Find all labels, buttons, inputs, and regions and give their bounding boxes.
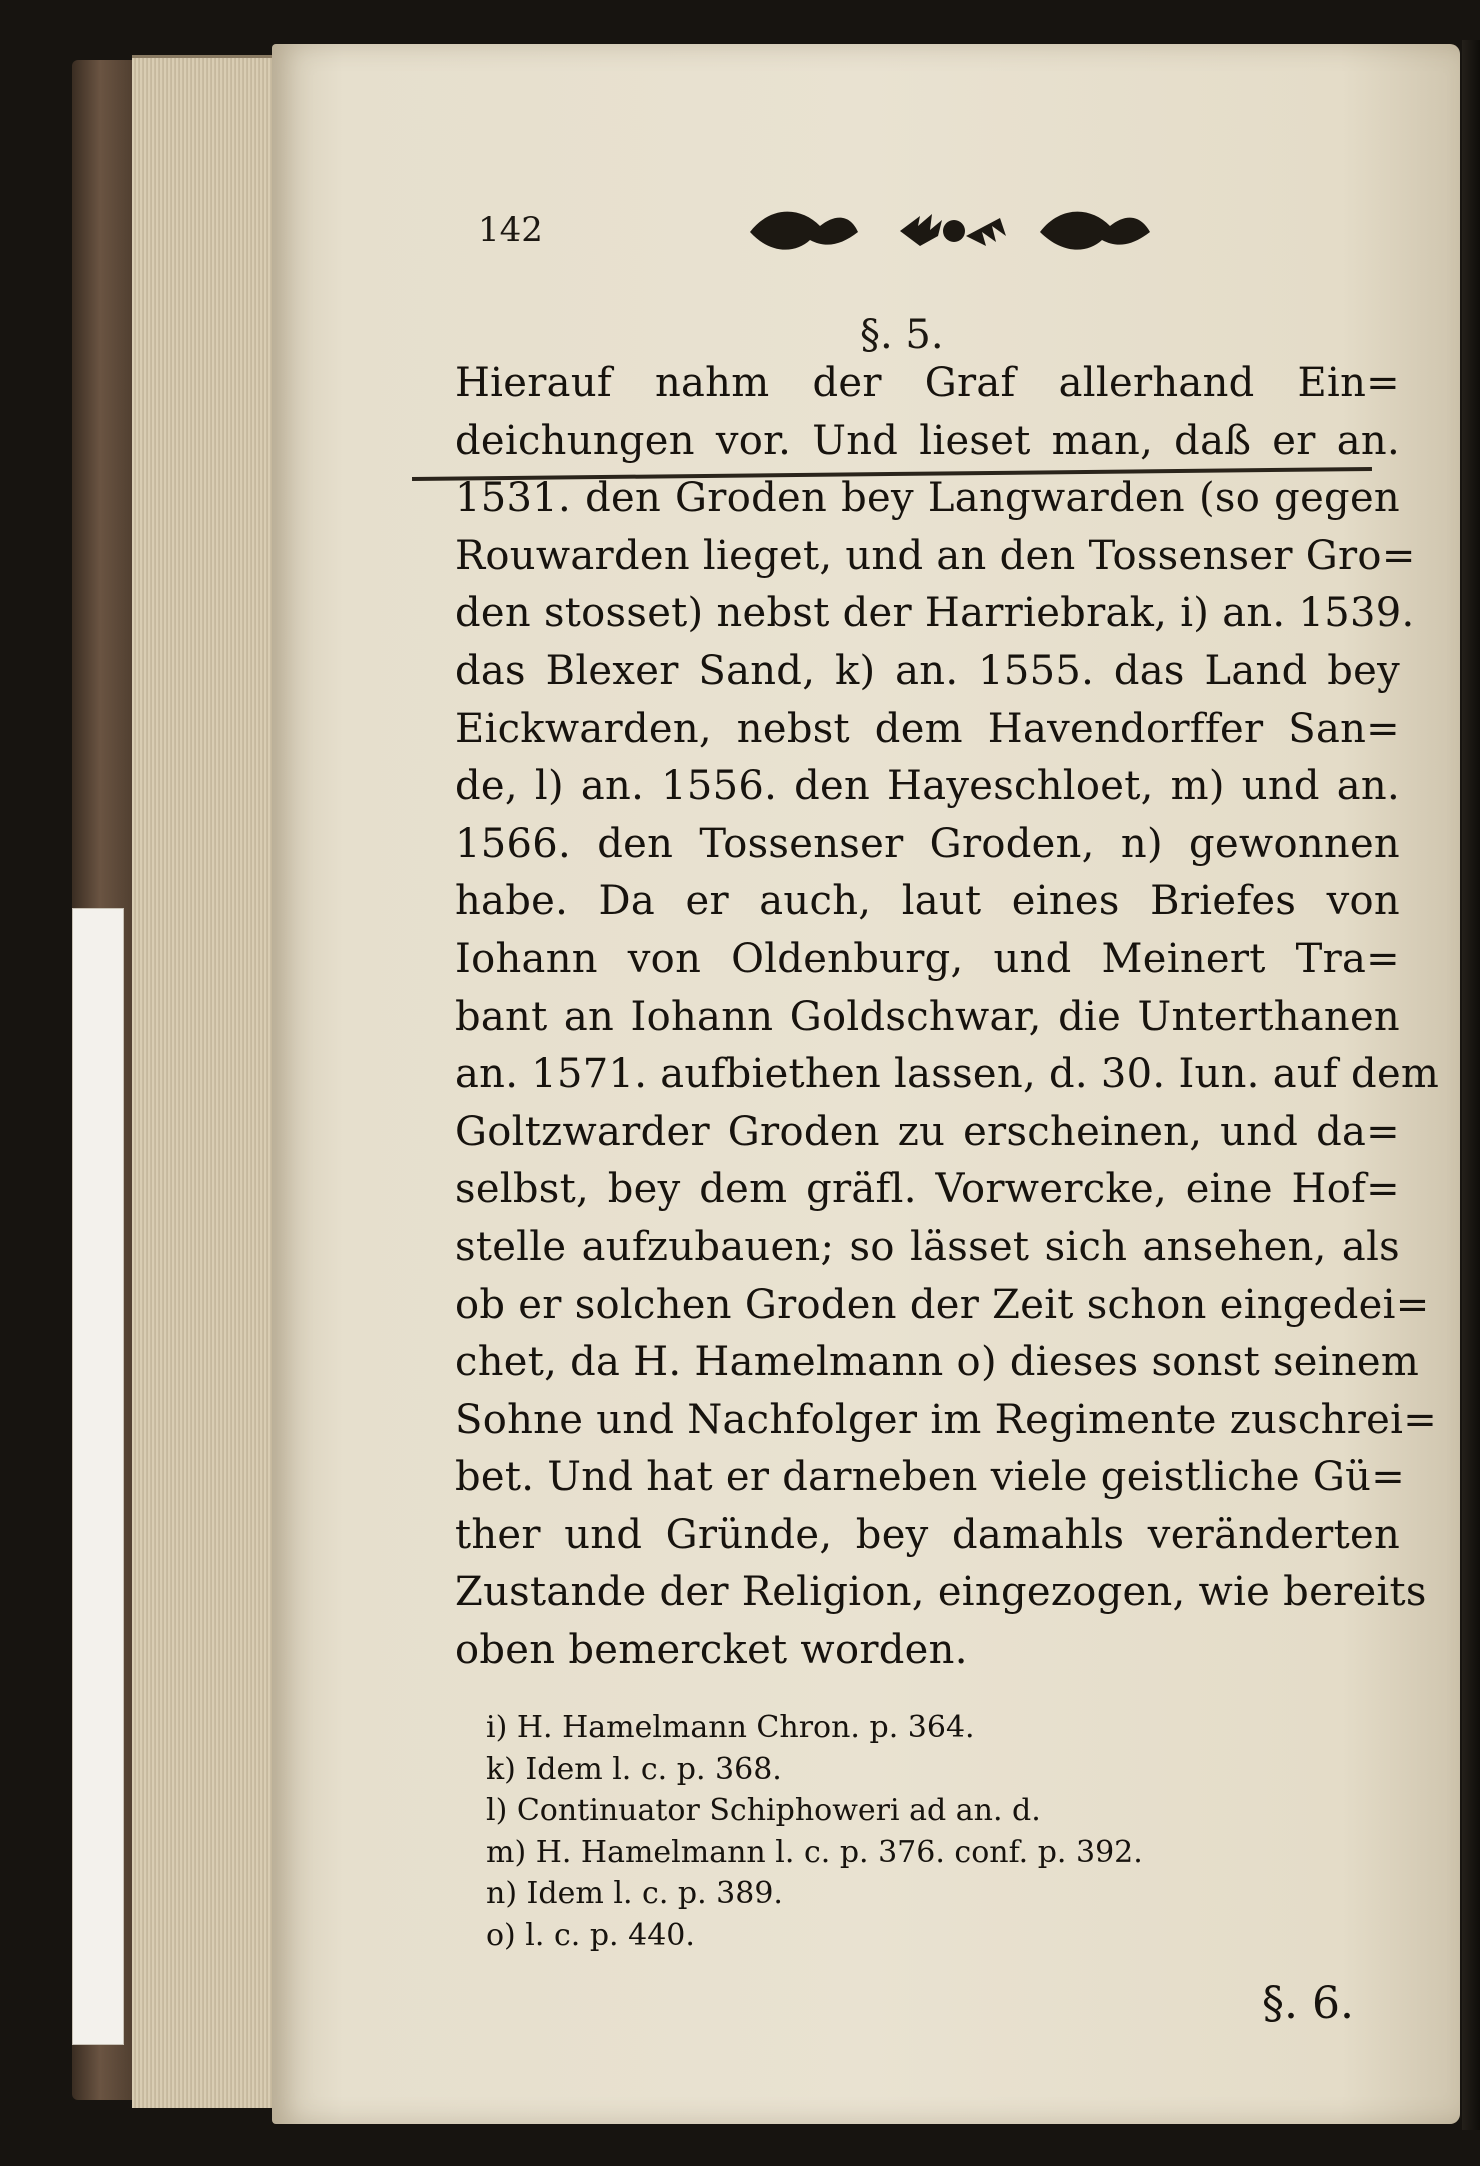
text-line: selbst, bey dem gräfl. Vorwercke, eine Hof=: [455, 1166, 1400, 1213]
text-line: habe. Da er auch, laut eines Briefes von: [455, 878, 1400, 925]
footnote: m) H. Hamelmann l. c. p. 376. conf. p. 392.: [486, 1834, 1143, 1870]
text-line: den stosset) nebst der Harriebrak, i) an. 1539.: [455, 590, 1415, 637]
text-line: Rouwarden lieget, und an den Tossenser Gro=: [455, 532, 1416, 579]
text-line: stelle aufzubauen; so lässet sich ansehen, als: [455, 1223, 1400, 1270]
text-line: de, l) an. 1556. den Hayeschloet, m) und an.: [455, 763, 1400, 810]
text-line: das Blexer Sand, k) an. 1555. das Land bey: [455, 647, 1400, 694]
text-line: Goltzwarder Groden zu erscheinen, und da=: [455, 1108, 1400, 1155]
catchword: §. 6.: [1262, 1978, 1354, 2029]
text-line: Sohne und Nachfolger im Regimente zuschrei=: [455, 1396, 1438, 1443]
text-line: ther und Gründe, bey damahls veränderten: [455, 1511, 1400, 1558]
text-line: bant an Iohann Goldschwar, die Unterthanen: [455, 993, 1400, 1040]
footnote: k) Idem l. c. p. 368.: [486, 1751, 782, 1787]
page-block-edges: [132, 55, 292, 2108]
text-line: 1531. den Groden bey Langwarden (so gegen: [455, 475, 1400, 522]
body-text: [455, 355, 1440, 1680]
footnotes: [486, 1707, 1386, 1956]
text-line: Iohann von Oldenburg, und Meinert Tra=: [455, 935, 1400, 982]
text-line: bet. Und hat er darneben viele geistliche Gü=: [455, 1454, 1406, 1501]
footnote: i) H. Hamelmann Chron. p. 364.: [486, 1710, 975, 1745]
text-line: an. 1571. aufbiethen lassen, d. 30. Iun. auf dem: [455, 1051, 1440, 1098]
text-line: oben bemercket worden.: [455, 1627, 968, 1674]
text-line: ob er solchen Groden der Zeit schon eingedei=: [455, 1281, 1430, 1328]
text-line: Eickwarden, nebst dem Havendorffer San=: [455, 705, 1400, 752]
footnote: n) Idem l. c. p. 389.: [486, 1876, 783, 1911]
footnote: l) Continuator Schiphoweri ad an. d.: [486, 1793, 1041, 1828]
text-line: chet, da H. Hamelmann o) dieses sonst seinem: [455, 1339, 1420, 1386]
text-line: 1566. den Tossenser Groden, n) gewonnen: [455, 820, 1400, 867]
text-line: deichungen vor. Und lieset man, daß er an.: [455, 417, 1400, 464]
footnote: o) l. c. p. 440.: [486, 1917, 695, 1953]
paper-slip: [72, 908, 124, 2045]
page-number: 142: [478, 210, 543, 250]
header-ornament: [740, 196, 1160, 266]
right-shadow: [1462, 40, 1480, 2130]
text-line: Zustande der Religion, eingezogen, wie bereits: [455, 1569, 1427, 1616]
section-heading: §. 5.: [860, 312, 944, 358]
text-line: Hierauf nahm der Graf allerhand Ein=: [455, 360, 1400, 406]
